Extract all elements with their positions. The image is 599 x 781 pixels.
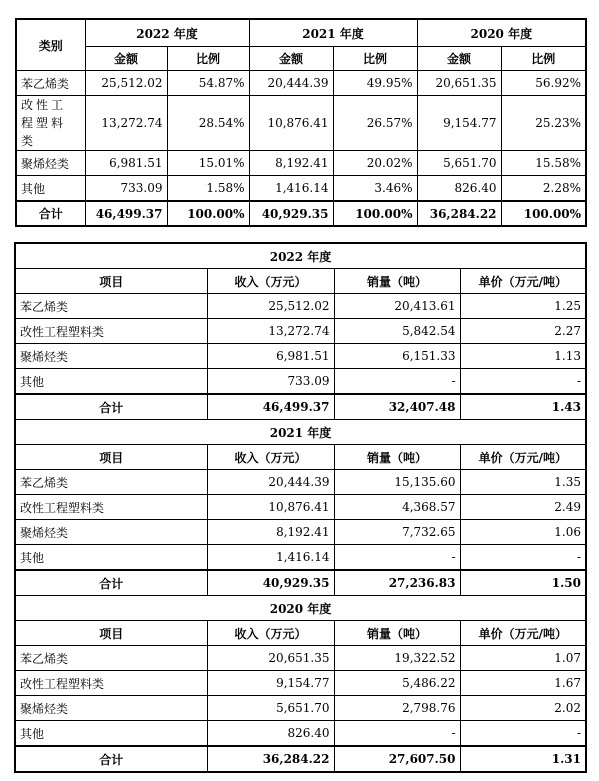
total-amount: 36,284.22 — [417, 201, 501, 226]
total-value: 46,499.37 — [207, 394, 334, 420]
amount-cell: 8,192.41 — [249, 151, 333, 176]
year-header-2022: 2022 年度 — [85, 19, 249, 47]
ratio-header: 比例 — [333, 47, 417, 71]
value-cell: - — [460, 369, 586, 395]
total-label: 合计 — [15, 570, 207, 596]
item-name: 苯乙烯类 — [15, 294, 207, 319]
ratio-cell: 15.58% — [501, 151, 586, 176]
total-value: 32,407.48 — [334, 394, 460, 420]
value-cell: 2.27 — [460, 319, 586, 344]
table-row — [15, 369, 586, 395]
total-ratio: 100.00% — [167, 201, 249, 226]
table-row — [15, 721, 586, 747]
value-cell: 19,322.52 — [334, 646, 460, 671]
column-header-row — [15, 269, 586, 294]
amount-header: 金额 — [417, 47, 501, 71]
year-row — [15, 243, 586, 269]
total-value: 1.31 — [460, 746, 586, 772]
total-ratio: 100.00% — [333, 201, 417, 226]
total-amount: 46,499.37 — [85, 201, 167, 226]
value-cell: - — [460, 721, 586, 747]
amount-header: 金额 — [249, 47, 333, 71]
section-year-title: 2022 年度 — [15, 243, 586, 269]
ratio-cell: 15.01% — [167, 151, 249, 176]
total-row — [16, 201, 586, 226]
value-cell: 1.07 — [460, 646, 586, 671]
revenue-by-category-table — [15, 18, 587, 227]
category-name: 改性工程塑料类 — [16, 96, 85, 151]
total-label: 合计 — [15, 394, 207, 420]
total-amount: 40,929.35 — [249, 201, 333, 226]
item-name: 其他 — [15, 721, 207, 747]
value-cell: 1.67 — [460, 671, 586, 696]
table-row — [15, 294, 586, 319]
total-ratio: 100.00% — [501, 201, 586, 226]
item-name: 改性工程塑料类 — [15, 671, 207, 696]
column-header: 收入（万元） — [207, 269, 334, 294]
value-cell: 2,798.76 — [334, 696, 460, 721]
ratio-cell: 26.57% — [333, 96, 417, 151]
item-name: 其他 — [15, 369, 207, 395]
value-cell: - — [334, 369, 460, 395]
amount-header: 金额 — [85, 47, 167, 71]
column-header: 销量（吨） — [334, 621, 460, 646]
value-cell: 9,154.77 — [207, 671, 334, 696]
item-name: 改性工程塑料类 — [15, 319, 207, 344]
value-cell: 1.06 — [460, 520, 586, 545]
amount-cell: 25,512.02 — [85, 71, 167, 96]
value-cell: 826.40 — [207, 721, 334, 747]
ratio-header: 比例 — [167, 47, 249, 71]
table-row — [15, 696, 586, 721]
column-header-row — [15, 445, 586, 470]
column-header: 收入（万元） — [207, 621, 334, 646]
value-cell: 20,413.61 — [334, 294, 460, 319]
table-row — [16, 96, 586, 151]
column-header: 销量（吨） — [334, 269, 460, 294]
total-value: 36,284.22 — [207, 746, 334, 772]
table-row — [15, 319, 586, 344]
column-header: 项目 — [15, 621, 207, 646]
value-cell: 20,444.39 — [207, 470, 334, 495]
value-cell: 6,981.51 — [207, 344, 334, 369]
category-header: 类别 — [16, 19, 85, 71]
value-cell: 20,651.35 — [207, 646, 334, 671]
value-cell: 6,151.33 — [334, 344, 460, 369]
value-cell: 2.49 — [460, 495, 586, 520]
total-value: 1.50 — [460, 570, 586, 596]
item-name: 聚烯烃类 — [15, 696, 207, 721]
table-row — [15, 495, 586, 520]
ratio-cell: 2.28% — [501, 176, 586, 202]
table-row — [15, 545, 586, 571]
revenue-volume-price-table — [14, 242, 587, 773]
value-cell: 13,272.74 — [207, 319, 334, 344]
table-row — [15, 671, 586, 696]
section-year-title: 2020 年度 — [15, 596, 586, 621]
year-row — [15, 596, 586, 621]
table-row — [16, 151, 586, 176]
ratio-cell: 28.54% — [167, 96, 249, 151]
year-header-2020: 2020 年度 — [417, 19, 586, 47]
table-row — [15, 646, 586, 671]
table-row — [16, 71, 586, 96]
total-row — [15, 394, 586, 420]
value-cell: 1.13 — [460, 344, 586, 369]
category-name: 苯乙烯类 — [16, 71, 85, 96]
amount-cell: 1,416.14 — [249, 176, 333, 202]
amount-cell: 20,444.39 — [249, 71, 333, 96]
value-cell: 733.09 — [207, 369, 334, 395]
value-cell: - — [460, 545, 586, 571]
value-cell: 8,192.41 — [207, 520, 334, 545]
total-value: 1.43 — [460, 394, 586, 420]
value-cell: - — [334, 721, 460, 747]
item-name: 苯乙烯类 — [15, 646, 207, 671]
ratio-cell: 54.87% — [167, 71, 249, 96]
ratio-cell: 1.58% — [167, 176, 249, 202]
value-cell: 5,842.54 — [334, 319, 460, 344]
ratio-cell: 25.23% — [501, 96, 586, 151]
amount-cell: 5,651.70 — [417, 151, 501, 176]
amount-cell: 733.09 — [85, 176, 167, 202]
amount-cell: 9,154.77 — [417, 96, 501, 151]
total-row — [15, 746, 586, 772]
item-name: 苯乙烯类 — [15, 470, 207, 495]
item-name: 其他 — [15, 545, 207, 571]
category-name: 其他 — [16, 176, 85, 202]
total-row — [15, 570, 586, 596]
ratio-cell: 49.95% — [333, 71, 417, 96]
column-header: 单价（万元/吨） — [460, 269, 586, 294]
item-name: 聚烯烃类 — [15, 520, 207, 545]
value-cell: 10,876.41 — [207, 495, 334, 520]
amount-cell: 10,876.41 — [249, 96, 333, 151]
column-header-row — [15, 621, 586, 646]
value-cell: 1.35 — [460, 470, 586, 495]
item-name: 聚烯烃类 — [15, 344, 207, 369]
ratio-cell: 56.92% — [501, 71, 586, 96]
amount-cell: 826.40 — [417, 176, 501, 202]
total-value: 27,236.83 — [334, 570, 460, 596]
total-value: 27,607.50 — [334, 746, 460, 772]
total-label: 合计 — [16, 201, 85, 226]
year-header-2021: 2021 年度 — [249, 19, 417, 47]
table-row — [15, 470, 586, 495]
value-cell: 5,486.22 — [334, 671, 460, 696]
category-name: 聚烯烃类 — [16, 151, 85, 176]
column-header: 收入（万元） — [207, 445, 334, 470]
year-row — [15, 420, 586, 445]
column-header: 销量（吨） — [334, 445, 460, 470]
value-cell: - — [334, 545, 460, 571]
item-name: 改性工程塑料类 — [15, 495, 207, 520]
value-cell: 4,368.57 — [334, 495, 460, 520]
value-cell: 2.02 — [460, 696, 586, 721]
value-cell: 7,732.65 — [334, 520, 460, 545]
total-value: 40,929.35 — [207, 570, 334, 596]
value-cell: 1.25 — [460, 294, 586, 319]
column-header: 单价（万元/吨） — [460, 621, 586, 646]
column-header: 项目 — [15, 445, 207, 470]
table-row — [16, 176, 586, 202]
column-header: 单价（万元/吨） — [460, 445, 586, 470]
ratio-cell: 3.46% — [333, 176, 417, 202]
column-header: 项目 — [15, 269, 207, 294]
value-cell: 5,651.70 — [207, 696, 334, 721]
table-row — [15, 344, 586, 369]
section-year-title: 2021 年度 — [15, 420, 586, 445]
amount-cell: 6,981.51 — [85, 151, 167, 176]
amount-cell: 20,651.35 — [417, 71, 501, 96]
value-cell: 25,512.02 — [207, 294, 334, 319]
ratio-cell: 20.02% — [333, 151, 417, 176]
amount-cell: 13,272.74 — [85, 96, 167, 151]
value-cell: 15,135.60 — [334, 470, 460, 495]
table-row — [15, 520, 586, 545]
ratio-header: 比例 — [501, 47, 586, 71]
total-label: 合计 — [15, 746, 207, 772]
value-cell: 1,416.14 — [207, 545, 334, 571]
